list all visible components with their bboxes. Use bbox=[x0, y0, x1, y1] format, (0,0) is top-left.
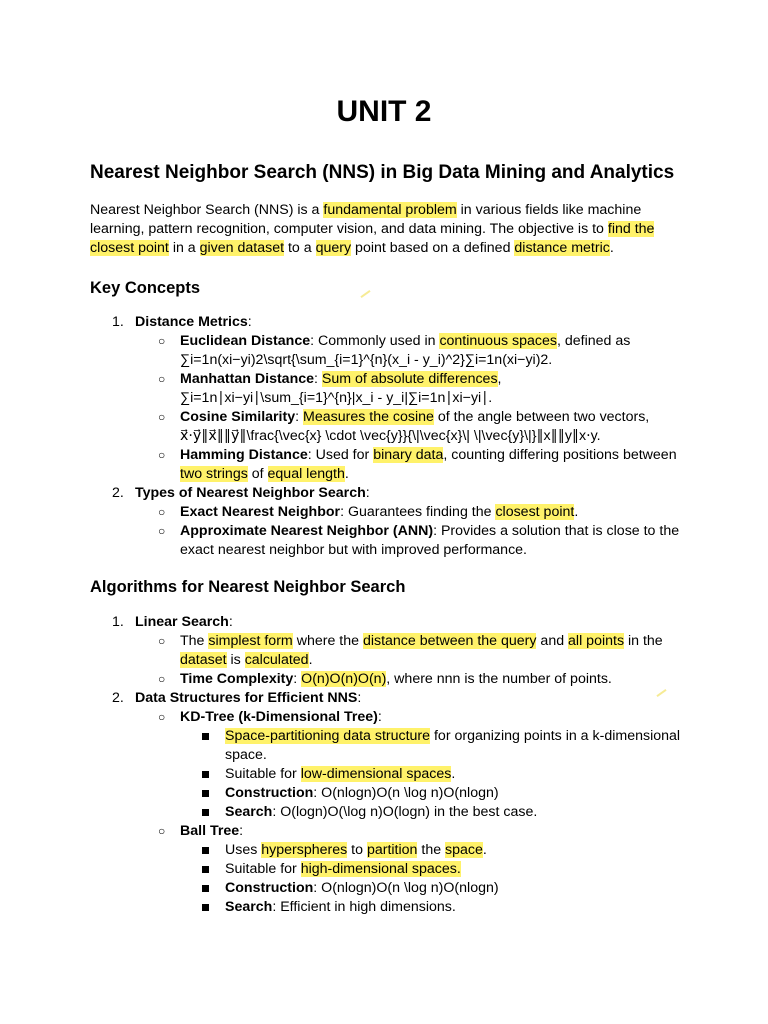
text: : Guarantees finding the bbox=[340, 504, 496, 520]
intro-text: to a bbox=[284, 240, 316, 256]
list-item-ball-suitable bbox=[180, 860, 690, 879]
text: of bbox=[247, 466, 268, 482]
square-bullet-icon bbox=[202, 904, 209, 911]
document-title: Nearest Neighbor Search (NNS) in Big Data Mining and Analytics bbox=[90, 162, 675, 183]
formula-text: , defined as ∑i=1n(xi−yi)2\sqrt{\sum_{i=1}^{n}(x_i - y_i)^2}∑i=1n(xi−yi)2. bbox=[180, 333, 631, 368]
text: and bbox=[536, 633, 569, 649]
list-item-ann bbox=[135, 522, 690, 560]
list-number: 2. bbox=[112, 690, 124, 706]
list-item-title: Distance Metrics bbox=[135, 314, 248, 330]
list-item-manhattan bbox=[135, 370, 690, 408]
hollow-circle-bullet-icon: ○ bbox=[158, 634, 166, 648]
term: Search bbox=[225, 804, 273, 820]
formula-text: , ∑i=1n∣xi−yi∣\sum_{i=1}^{n}|x_i - y_i|∑i=1n∣xi−yi∣. bbox=[180, 371, 502, 406]
list-item-ball-hyperspheres bbox=[180, 841, 690, 860]
colon: : bbox=[247, 314, 252, 330]
highlight: fundamental problem bbox=[323, 202, 457, 218]
hollow-circle-bullet-icon: ○ bbox=[158, 410, 166, 424]
square-bullet-icon bbox=[202, 866, 209, 873]
term: Search bbox=[225, 899, 273, 915]
square-bullet-icon bbox=[202, 771, 209, 778]
list-item-euclidean bbox=[135, 332, 690, 370]
colon: : bbox=[365, 485, 370, 501]
text: where the bbox=[292, 633, 363, 649]
text: . bbox=[344, 466, 349, 482]
text: for organizing points in a k-dimensional space. bbox=[225, 728, 681, 763]
square-bullet-icon bbox=[202, 733, 209, 740]
text: is bbox=[226, 652, 245, 668]
highlight: O(n)O(n)O(n) bbox=[301, 671, 387, 687]
text: Suitable for bbox=[225, 766, 301, 782]
list-item-ball-construction bbox=[180, 879, 690, 898]
hollow-circle-bullet-icon: ○ bbox=[158, 524, 166, 538]
algorithms-list bbox=[90, 613, 690, 917]
hollow-circle-bullet-icon: ○ bbox=[158, 334, 166, 348]
list-number: 1. bbox=[112, 314, 124, 330]
text: : Provides a solution that is close to the exact nearest neighbor but with improved performance. bbox=[180, 523, 680, 558]
highlight: query bbox=[315, 240, 352, 256]
highlight: calculated bbox=[244, 652, 309, 668]
text: , where nnn is the number of points. bbox=[386, 671, 612, 687]
term: Approximate Nearest Neighbor (ANN) bbox=[180, 523, 434, 539]
highlight: hyperspheres bbox=[261, 842, 348, 858]
term: Construction bbox=[225, 880, 314, 896]
intro-text: in a bbox=[168, 240, 200, 256]
hollow-circle-bullet-icon: ○ bbox=[158, 448, 166, 462]
term: Manhattan Distance bbox=[180, 371, 315, 387]
term: Exact Nearest Neighbor bbox=[180, 504, 341, 520]
term: Construction bbox=[225, 785, 314, 801]
hollow-circle-bullet-icon: ○ bbox=[158, 672, 166, 686]
list-item-title: Data Structures for Efficient NNS bbox=[135, 690, 358, 706]
hollow-circle-bullet-icon: ○ bbox=[158, 710, 166, 724]
term: Ball Tree bbox=[180, 823, 240, 839]
highlight: binary data bbox=[373, 447, 444, 463]
text: to bbox=[347, 842, 367, 858]
list-item-exact-nn bbox=[135, 503, 690, 522]
highlight: distance between the query bbox=[362, 633, 537, 649]
square-bullet-icon bbox=[202, 809, 209, 816]
text: : bbox=[295, 409, 304, 425]
list-item-types-of-nns bbox=[90, 484, 690, 560]
highlight: given dataset bbox=[199, 240, 285, 256]
list-item-ball-tree bbox=[135, 822, 690, 917]
highlight: two strings bbox=[180, 466, 248, 482]
key-concepts-list bbox=[90, 313, 690, 560]
highlight: all points bbox=[568, 633, 625, 649]
highlight: simplest form bbox=[208, 633, 293, 649]
highlighter-mark bbox=[360, 290, 370, 298]
colon: : bbox=[239, 823, 244, 839]
term: Hamming Distance bbox=[180, 447, 308, 463]
list-item-cosine bbox=[135, 408, 690, 446]
list-item-ball-search bbox=[180, 898, 690, 917]
colon: : bbox=[377, 709, 382, 725]
intro-text: Nearest Neighbor Search (NNS) is a bbox=[90, 202, 324, 218]
list-item-distance-metrics bbox=[90, 313, 690, 484]
highlight: Measures the cosine bbox=[303, 409, 434, 425]
kd-tree-sublist bbox=[180, 727, 690, 822]
text: . bbox=[308, 652, 313, 668]
highlight: partition bbox=[366, 842, 418, 858]
list-number: 2. bbox=[112, 485, 124, 501]
text: Uses bbox=[225, 842, 262, 858]
highlight: Space-partitioning data structure bbox=[225, 728, 431, 744]
text: : bbox=[293, 671, 302, 687]
highlight: equal length bbox=[267, 466, 345, 482]
term: Euclidean Distance bbox=[180, 333, 311, 349]
list-item-linear-search bbox=[90, 613, 690, 689]
list-item-data-structures bbox=[90, 689, 690, 917]
intro-paragraph bbox=[90, 201, 680, 258]
highlight: low-dimensional spaces bbox=[300, 766, 452, 782]
highlight: find the closest point bbox=[90, 221, 655, 256]
text: : Commonly used in bbox=[310, 333, 440, 349]
text: . bbox=[574, 504, 579, 520]
list-item-kd-space-partitioning bbox=[180, 727, 690, 765]
text: The bbox=[180, 633, 209, 649]
highlight: distance metric bbox=[514, 240, 610, 256]
square-bullet-icon bbox=[202, 885, 209, 892]
algorithms-heading: Algorithms for Nearest Neighbor Search bbox=[90, 578, 406, 596]
list-item-hamming bbox=[135, 446, 690, 484]
text: . bbox=[482, 842, 487, 858]
text: . bbox=[451, 766, 456, 782]
data-structures-sublist bbox=[135, 708, 690, 917]
list-item-kd-construction bbox=[180, 784, 690, 803]
intro-text: . bbox=[609, 240, 614, 256]
text: : bbox=[314, 371, 322, 387]
list-item-kd-suitable bbox=[180, 765, 690, 784]
text: : O(nlogn)O(n \log n)O(nlogn) bbox=[313, 785, 499, 801]
text: : Used for bbox=[307, 447, 374, 463]
intro-text: point based on a defined bbox=[351, 240, 515, 256]
text: Suitable for bbox=[225, 861, 301, 877]
text: : O(logn)O(\log n)O(logn) in the best case. bbox=[272, 804, 538, 820]
term: KD-Tree (k-Dimensional Tree) bbox=[180, 709, 378, 725]
term: Cosine Similarity bbox=[180, 409, 296, 425]
list-item-simplest-form bbox=[135, 632, 690, 670]
key-concepts-heading: Key Concepts bbox=[90, 279, 201, 297]
text: in the bbox=[624, 633, 663, 649]
list-number: 1. bbox=[112, 614, 124, 630]
types-sublist bbox=[135, 503, 690, 560]
linear-search-sublist bbox=[135, 632, 690, 689]
intro-text: in various fields like machine learning, pattern recognition, computer vision, and data mining. The objective is to bbox=[90, 202, 642, 237]
unit-title: UNIT 2 bbox=[336, 95, 432, 128]
highlight: dataset bbox=[180, 652, 227, 668]
formula-text: of the angle between two vectors, x⃗⋅y⃗∥x⃗∥∥y⃗∥\frac{\vec{x} \cdot \vec{y}}{\|\vec{x}\| \|\vec{y}\|}∥x∥∥y∥x⋅y. bbox=[180, 409, 650, 444]
highlight: continuous spaces bbox=[439, 333, 557, 349]
colon: : bbox=[357, 690, 362, 706]
highlight: closest point bbox=[495, 504, 575, 520]
highlight: space bbox=[445, 842, 483, 858]
hollow-circle-bullet-icon: ○ bbox=[158, 824, 166, 838]
list-item-kd-tree bbox=[135, 708, 690, 822]
ball-tree-sublist bbox=[180, 841, 690, 917]
square-bullet-icon bbox=[202, 790, 209, 797]
text: , counting differing positions between bbox=[443, 447, 677, 463]
list-item-kd-search bbox=[180, 803, 690, 822]
text: : O(nlogn)O(n \log n)O(nlogn) bbox=[313, 880, 499, 896]
hollow-circle-bullet-icon: ○ bbox=[158, 372, 166, 386]
text: the bbox=[417, 842, 446, 858]
text: : Efficient in high dimensions. bbox=[272, 899, 456, 915]
highlight: high-dimensional spaces. bbox=[300, 861, 461, 877]
list-item-title: Types of Nearest Neighbor Search bbox=[135, 485, 366, 501]
highlight: Sum of absolute differences bbox=[321, 371, 498, 387]
square-bullet-icon bbox=[202, 847, 209, 854]
term: Time Complexity bbox=[180, 671, 294, 687]
distance-metrics-sublist bbox=[135, 332, 690, 484]
list-item-time-complexity bbox=[135, 670, 690, 689]
colon: : bbox=[228, 614, 233, 630]
list-item-title: Linear Search bbox=[135, 614, 229, 630]
hollow-circle-bullet-icon: ○ bbox=[158, 505, 166, 519]
